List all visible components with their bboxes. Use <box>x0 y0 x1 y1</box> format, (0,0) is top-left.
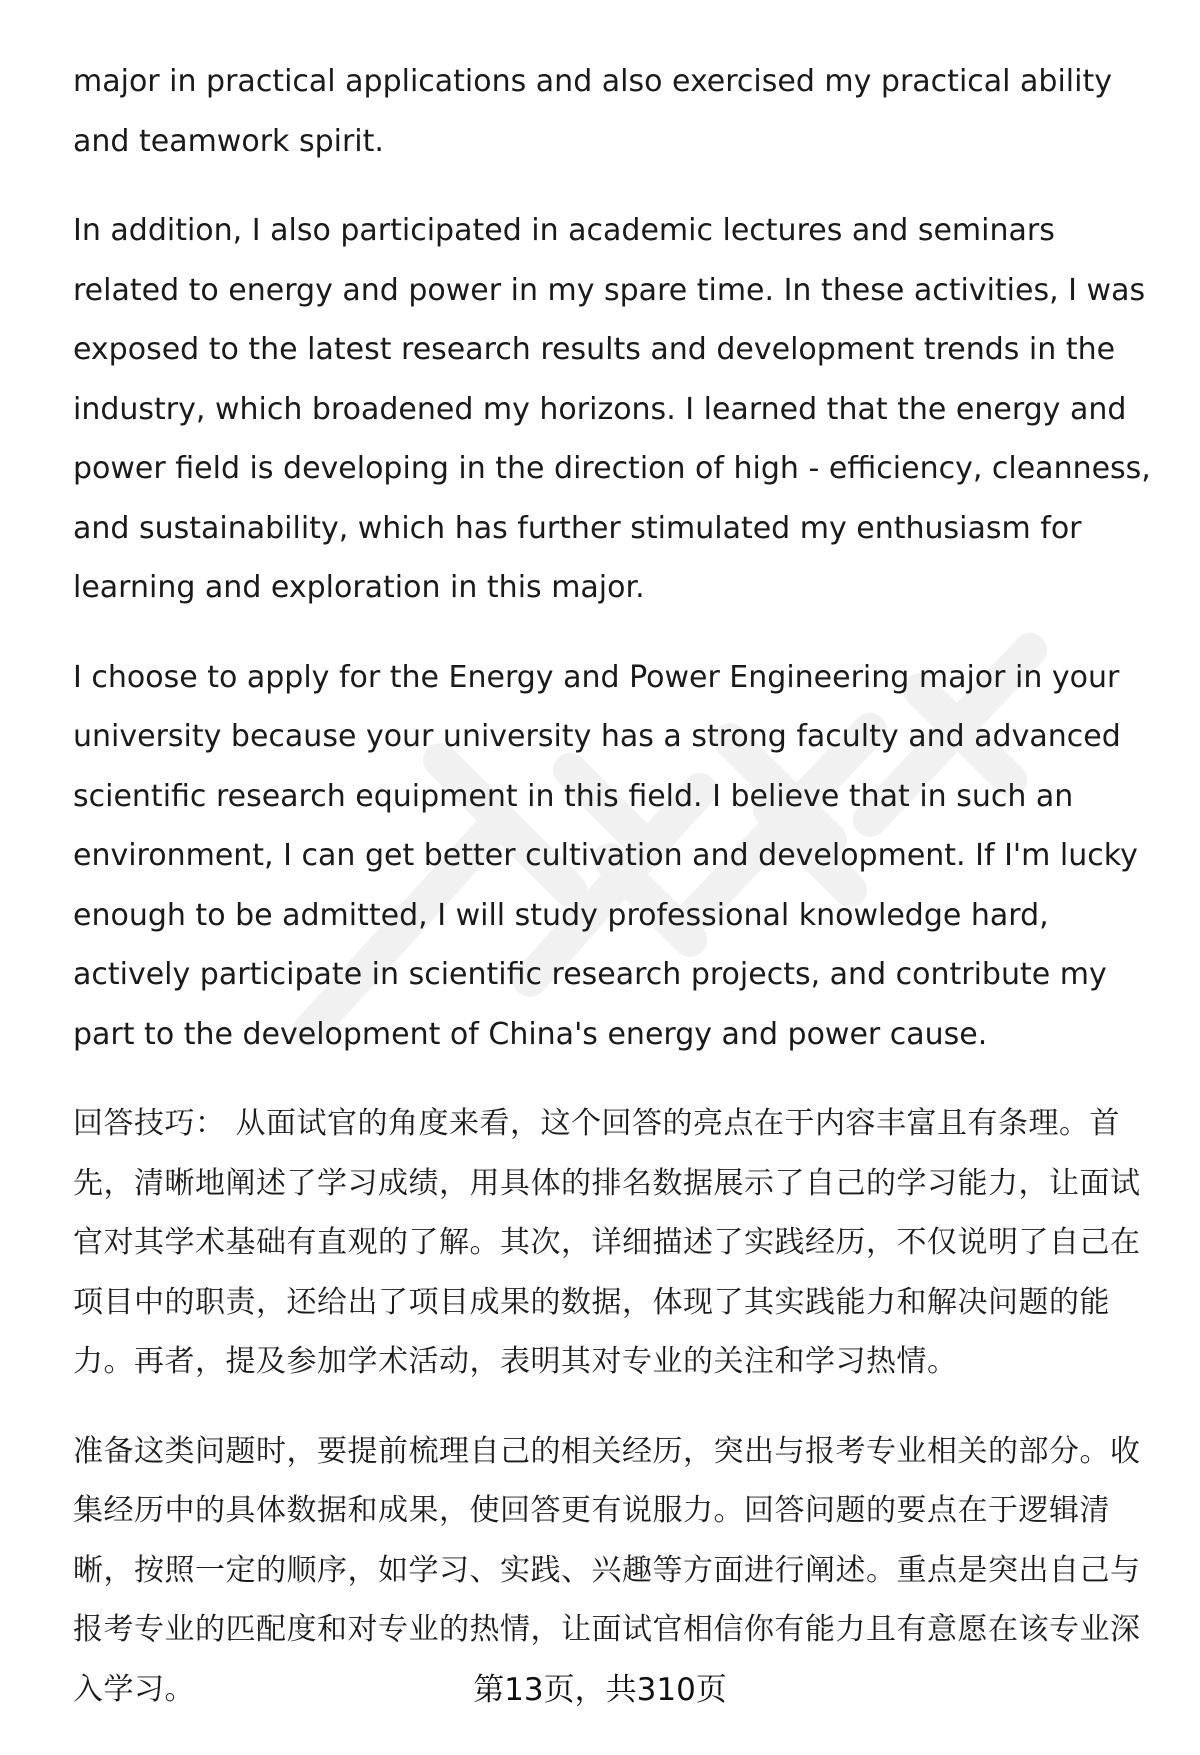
page-number: 第13页，共310页 <box>473 1672 727 1708</box>
paragraph-apply-reason: I choose to apply for the Energy and Power Engineering major in your university because your university has a strong faculty and advanced scientific research equipment in this field. I believe that in such an environment, I can get better cultivation and development. If I'm lucky enough to be admitted, I will study professional knowledge hard, actively participate in scientific research projects, and contribute my part to the development of China's energy and power cause. <box>73 659 1138 1052</box>
paragraph-academic-lectures: In addition, I also participated in academic lectures and seminars related to energy and power in my spare time. In these activities, I was exposed to the latest research results and development trends in the industry, which broadened my horizons. I learned that the energy and power field is developing in the direction of high - efficiency, cleanness, and sustainability, which has further stimulated my enthusiasm for learning and exploration in this major. <box>73 213 1151 605</box>
paragraph-practical-ability: major in practical applications and also exercised my practical ability and teamwork spirit. <box>73 64 1112 159</box>
document-body <box>73 52 1153 1749</box>
paragraph-preparation-advice: 准备这类问题时，要提前梳理自己的相关经历，突出与报考专业相关的部分。收集经历中的具体数据和成果，使回答更有说服力。回答问题的要点在于逻辑清晰，按照一定的顺序，如学习、实践、兴趣等方面进行阐述。重点是突出自己与报考专业的匹配度和对专业的热情，让面试官相信你有能力且有意愿在该专业深入学习。 <box>73 1433 1141 1707</box>
paragraph-answer-tips: 回答技巧： 从面试官的角度来看，这个回答的亮点在于内容丰富且有条理。首先，清晰地阐述了学习成绩，用具体的排名数据展示了自己的学习能力，让面试官对其学术基础有直观的了解。其次，详细描述了实践经历，不仅说明了自己在项目中的职责，还给出了项目成果的数据，体现了其实践能力和解决问题的能力。再者，提及参加学术活动，表明其对专业的关注和学习热情。 <box>73 1106 1141 1379</box>
